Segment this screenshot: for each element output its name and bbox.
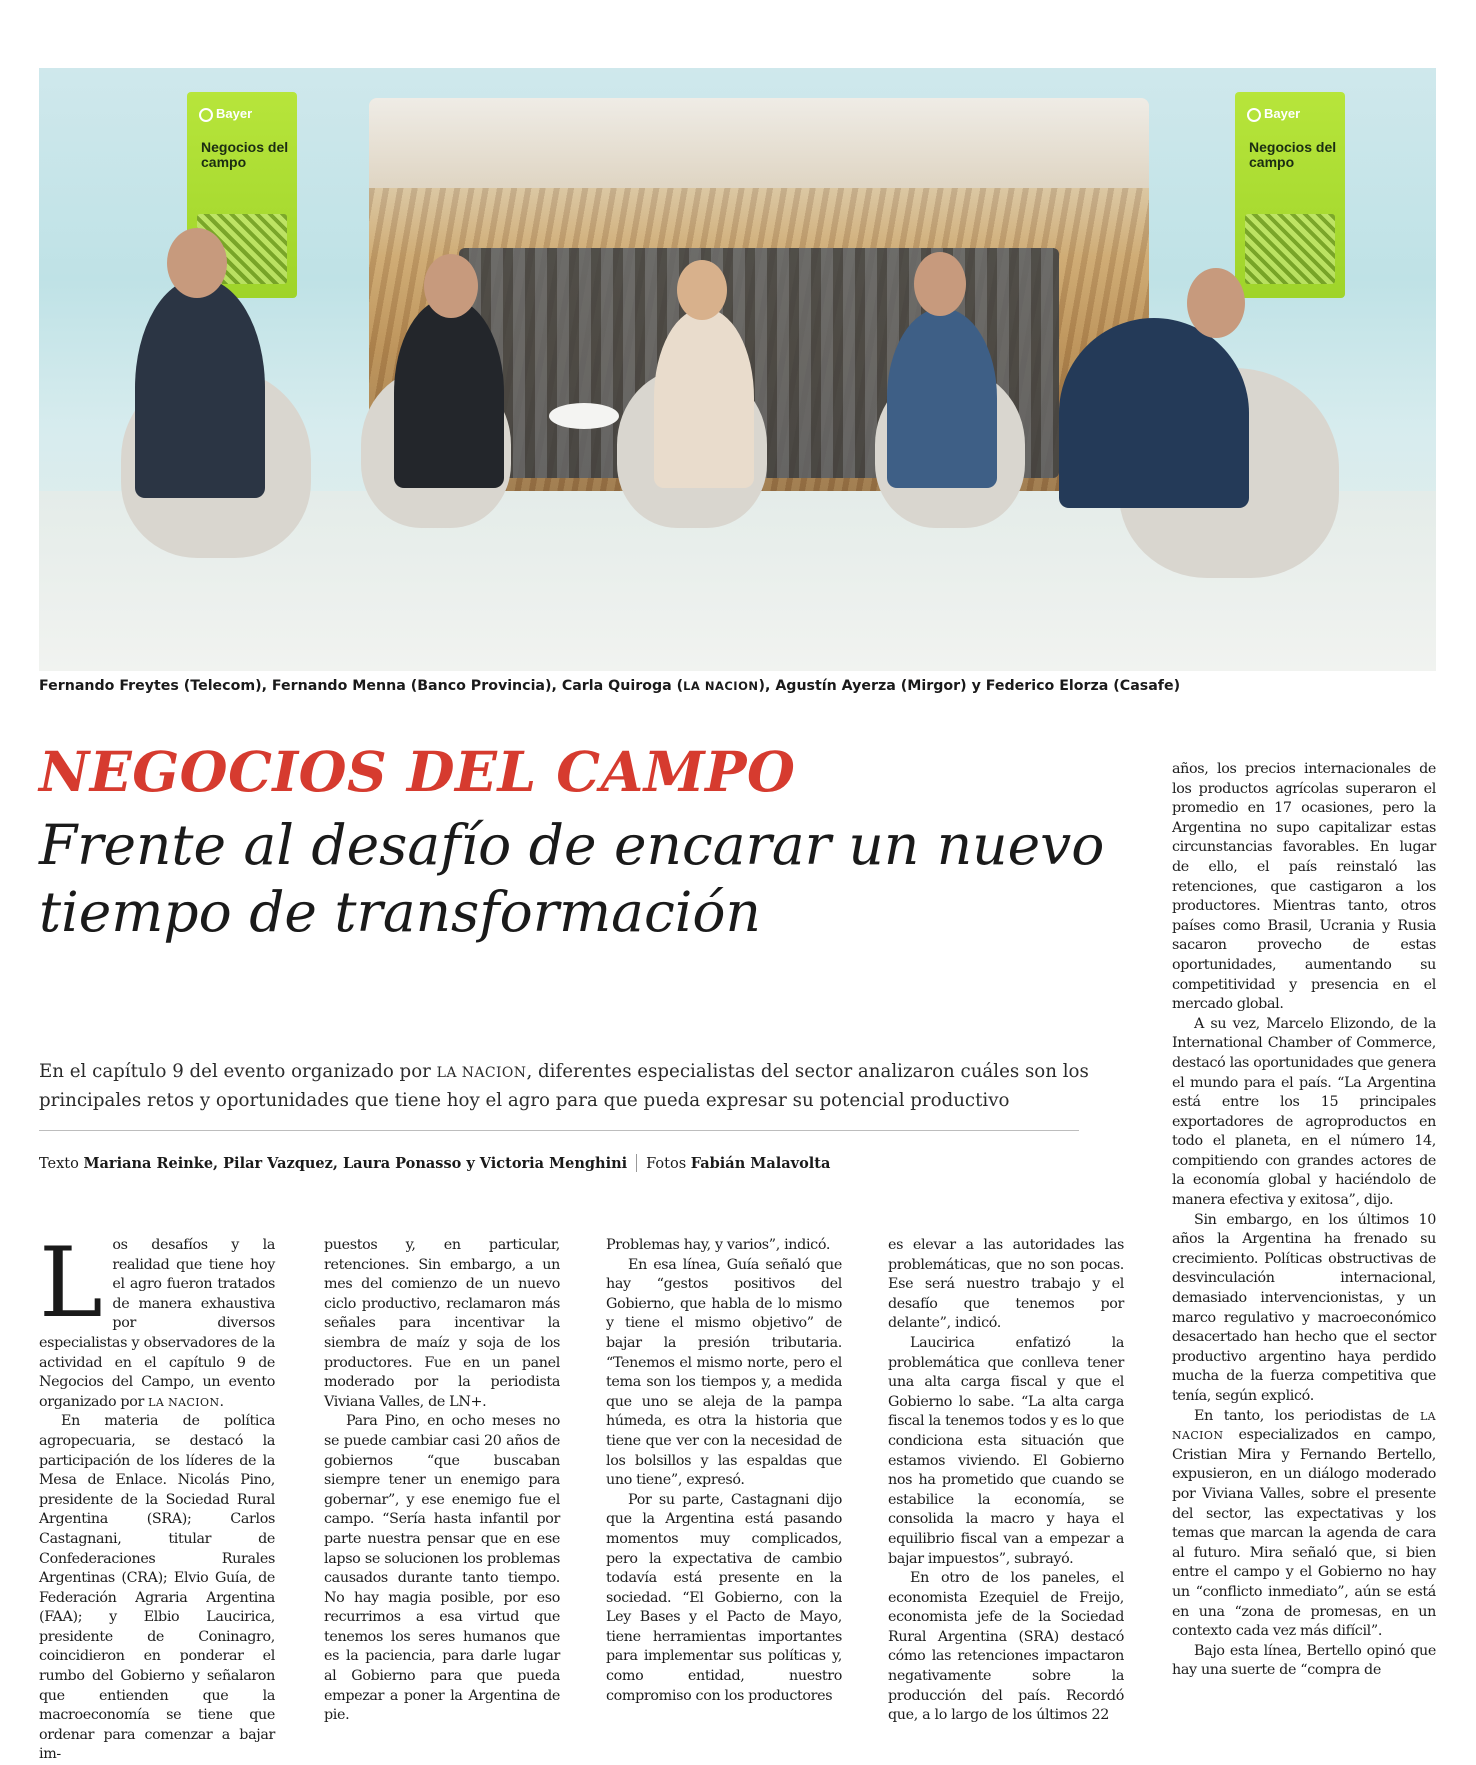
head	[914, 252, 966, 316]
head	[677, 260, 727, 320]
paragraph: Laucirica enfatizó la problemática que conlleva tener una alta carga fiscal y que el Gobierno lo sabe. “La alta carga fiscal la tenemos todos y es lo que condiciona esta situación que estamos viviendo. El Gobierno nos ha prometido que cuando se estabilice la economía, se consolida la macro y haya el equilibrio fiscal van a empezar a bajar impuestos”, subrayó.	[888, 1334, 1124, 1567]
paragraph: En materia de política agropecuaria, se destacó la participación de los líderes de la Mesa de Enlace. Nicolás Pino, presidente de la Sociedad Rural Argentina (SRA); Carlos Castagnani, titular de Confederaciones Rurales Argentinas (CRA); Elvio Guía, de Federación Agraria Argentina (FAA); y Elbio Laucirica, presidente de Coninagro, coincidieron en ponderar el rumbo del Gobierno y señalaron que entienden que la macroeconomía se tiene que ordenar para comenzar a bajar im-	[39, 1413, 275, 1763]
panel-title: Negocios del campo	[201, 139, 289, 170]
paragraph: Los desafíos y la realidad que tiene hoy el agro fueron tratados de manera exhaustiva por diversos especialistas y observadores de la actividad en el capítulo 9 de Negocios del Campo, un evento organizado por LA NACION.	[39, 1227, 275, 1410]
moderator-quiroga	[654, 308, 754, 488]
paragraph: En esa línea, Guía señaló que hay “gestos positivos del Gobierno, que habla de lo mismo y tiene el mismo objetivo” de bajar la presión tributaria. “Tenemos el mismo norte, pero el tema son los tiempos y, a medida que uno se aleja de la pampa húmeda, es otra la historia que tiene que ver con la necesidad de los bolsillos y las espaldas que uno tiene”, expresó.	[606, 1256, 842, 1489]
article-column-4	[888, 1236, 1124, 1726]
photo-caption: Fernando Freytes (Telecom), Fernando Menna (Banco Provincia), Carla Quiroga (LA NACION), Agustín Ayerza (Mirgor) y Federico Elorza (Casafe)	[39, 678, 1181, 694]
paragraph: A su vez, Marcelo Elizondo, de la International Chamber of Commerce, destacó las oportunidades que genera el mundo para el país. “La Argentina está entre los 15 principales exportadores de agroproductos en todo el planeta, en el número 14, compitiendo con grandes actores de la economía global y haciéndolo de manera efectiva y exitosa”, dijo.	[1172, 1015, 1436, 1209]
paragraph: En tanto, los periodistas de LA NACION especializados en campo, Cristian Mira y Fernando Bertello, expusieron, en un diálogo moderado por Viviana Valles, sobre el presente del sector, las expectativas y los temas que marcan la agenda de cara al futuro. Mira señaló que, si bien entre el campo y el Gobierno no hay un “conflicto inmediato”, aún se está en una “zona de promesas, en un contexto cada vez más difícil”.	[1172, 1407, 1436, 1640]
bayer-logo: Bayer	[1247, 106, 1300, 122]
subheadline: En el capítulo 9 del evento organizado por LA NACION, diferentes especialistas del sector analizaron cuáles son los principales retos y oportunidades que tiene hoy el agro para que pueda expresar su potencial productivo	[39, 1061, 1089, 1111]
side-table	[549, 403, 619, 429]
bayer-panel-right	[1235, 92, 1345, 298]
article-column-5	[1172, 760, 1436, 1681]
panel-illustration	[1245, 214, 1335, 284]
paragraph: Para Pino, en ocho meses no se puede cambiar casi 20 años de gobiernos “que buscaban siempre tener un enemigo para gobernar”, y ese enemigo fue el campo. “Sería hasta infantil por parte nuestra pensar que en ese lapso se solucionen los problemas causados durante tanto tiempo. No hay magia posible, por eso recurrimos a esa virtud que tenemos los seres humanos que es la paciencia, para darle lugar al Gobierno para que pueda empezar a poner la Argentina de pie.	[324, 1413, 560, 1724]
paragraph: Sin embargo, en los últimos 10 años la Argentina ha frenado su crecimiento. Políticas obstructivas de desvinculación internacional, demasiado intervencionistas, y un marco regulativo y macroeconómico desacertado han hecho que el sector productivo argentino haya perdido mucha de la fuerza competitiva que tenía, según explicó.	[1172, 1211, 1436, 1404]
panelist-menna	[394, 298, 504, 488]
head	[1187, 268, 1245, 338]
article-column-1	[39, 1227, 275, 1765]
article-column-2	[324, 1236, 560, 1726]
panel-title: Negocios del campo	[1249, 139, 1337, 170]
head	[167, 228, 227, 298]
page-title: Frente al desafío de encarar un nuevo tiempo de transformación	[39, 813, 1105, 944]
section-kicker: NEGOCIOS DEL CAMPO	[39, 739, 796, 804]
paragraph: En otro de los paneles, el economista Ezequiel de Freijo, economista jefe de la Sociedad Rural Argentina (SRA) destacó cómo las retenciones impactaron negativamente sobre la producción del país. Recordó que, a lo largo de los últimos 22	[888, 1570, 1124, 1724]
article-column-3	[606, 1236, 842, 1706]
event-photo	[39, 68, 1436, 671]
dropcap: L	[39, 1227, 103, 1339]
paragraph: puestos y, en particular, retenciones. Sin embargo, a un mes del comienzo de un nuevo ciclo productivo, reclamaron más señales para incentivar la siembra de maíz y soja de los productores. Fue en un panel moderado por la periodista Viviana Valles, de LN+.	[324, 1237, 560, 1410]
head	[424, 254, 478, 318]
panelist-freytes	[135, 278, 265, 498]
paragraph: es elevar a las autoridades las problemáticas, que no son pocas. Ese será nuestro trabajo y el desafío que tenemos por delante”, indicó.	[888, 1237, 1124, 1332]
paragraph: años, los precios internacionales de los productos agrícolas superaron el promedio en 17 ocasiones, pero la Argentina no supo capitalizar estas circunstancias favorables. En lugar de ello, el país reinstaló las retenciones, que castigaron a los productores. Mientras tanto, otros países como Brasil, Ucrania y Rusia sacaron provecho de estas oportunidades, aumentando su competitividad y presencia en el mercado global.	[1172, 761, 1436, 1013]
paragraph: Bajo esta línea, Bertello opinó que hay una suerte de “compra de	[1172, 1642, 1436, 1679]
byline: Texto Mariana Reinke, Pilar Vazquez, Laura Ponasso y Victoria Menghini Fotos Fabián Malavolta	[39, 1155, 831, 1172]
bayer-logo: Bayer	[199, 106, 252, 122]
panelist-ayerza	[887, 308, 997, 488]
paragraph: Problemas hay, y varios”, indicó.	[606, 1237, 831, 1253]
panelist-elorza	[1059, 318, 1249, 508]
divider	[39, 1130, 1079, 1131]
paragraph: Por su parte, Castagnani dijo que la Argentina está pasando momentos muy complicados, pero la expectativa de cambio todavía está presente en la sociedad. “El Gobierno, con la Ley Bases y el Pacto de Mayo, tiene herramientas importantes para implementar sus políticas y, como entidad, nuestro compromiso con los productores	[606, 1491, 842, 1704]
